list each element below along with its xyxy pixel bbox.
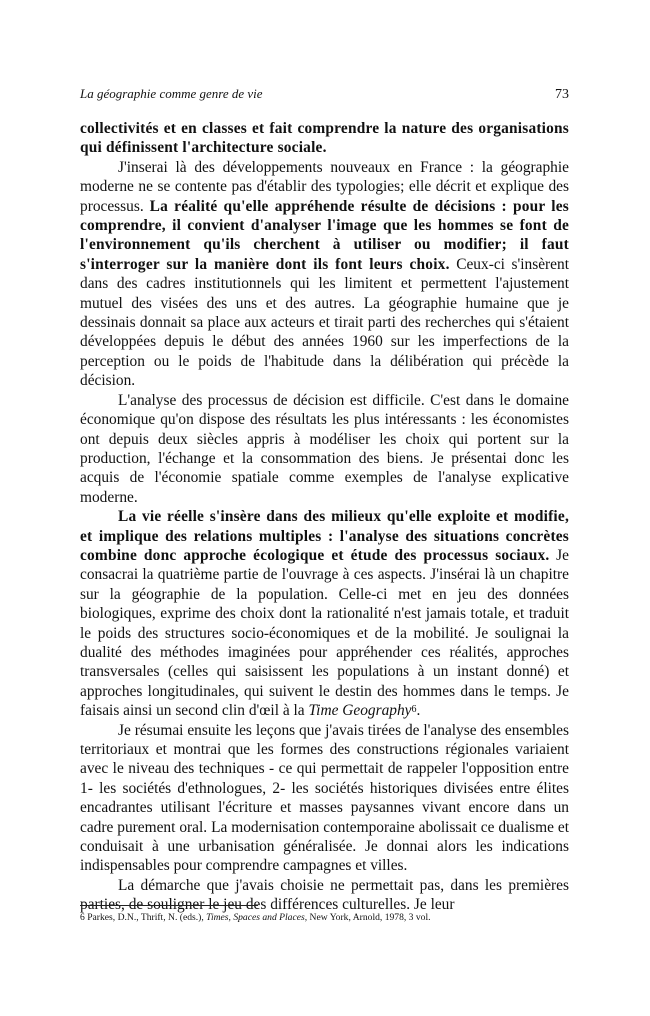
footnote-text-b: New York, Arnold, 1978, 3 vol. — [309, 912, 431, 923]
paragraph-1 — [80, 119, 569, 158]
footnote-reference-6[interactable]: 6 — [411, 704, 417, 716]
paragraph-2-text-b: Ceux-ci s'insèrent dans des cadres institutionnels qui les limitent et permettent l'ajustement mutuel des visées des uns et des autres. La géographie humaine que je dessinais donnait sa place aux acteurs et tirait parti des recherches qui s'étaient développées depuis le début des années 1960 sur les imperfections de la perception ou le poids de l'habitude dans la délibération qui précède la décision. — [80, 255, 569, 390]
bold-passage-2: La réalité qu'elle appréhende résulte de décisions : pour les comprendre, il convient d'analyser l'image que les hommes se font de l'environnement qu'ils cherchent à utiliser ou modifier; il faut s'interroger sur la manière dont ils font leurs choix. — [80, 197, 569, 273]
page-number: 73 — [555, 87, 569, 102]
footnote-6 — [80, 912, 569, 924]
paragraph-3 — [80, 391, 569, 507]
paragraph-6 — [80, 876, 569, 915]
paragraph-4-end: . — [416, 702, 421, 720]
paragraph-5 — [80, 721, 569, 876]
paragraph-2-text-a: J'inserai là des développements nouveaux en France : la géographie moderne ne se contente pas d'établir des typologies; elle décrit et explique des processus. — [80, 158, 569, 215]
footnote-italic-title: Times, Spaces and Places, — [206, 912, 308, 923]
running-title: La géographie comme genre de vie — [80, 86, 263, 101]
paragraph-3-text: L'analyse des processus de décision est difficile. C'est dans le domaine économique qu'on dispose des résultats les plus intéressants : les économistes ont depuis deux siècles appris à modéliser les choix qui portent sur la production, l'échange et la consommation des biens. Je présentai donc les acquis de l'économie spatiale comme exemples de l'analyse explicative moderne. — [80, 391, 569, 506]
bold-passage-1: collectivités et en classes et fait comprendre la nature des organisations qui définissent l'architecture sociale. — [80, 120, 569, 157]
footnote-text-a: 6 Parkes, D.N., Thrift, N. (eds.), — [80, 912, 204, 923]
paragraph-4-text: Je consacrai la quatrième partie de l'ouvrage à ces aspects. J'insérai là un chapitre sur la géographie de la population. Celle-ci met en jeu des données biologiques, exprime des choix dont la rationalité n'est jamais totale, et traduit le poids des structures socio-économiques et de la mobilité. Je soulignai la dualité des méthodes imaginées pour appréhender ces réalités, approches transversales (celles qui saisissent les populations à un instant donné) et approches longitudinales, qui suivent le destin des hommes dans le temps. Je faisais ainsi un second clin d'œil à la — [80, 546, 569, 720]
paragraph-2 — [80, 158, 569, 391]
paragraph-5-text: Je résumai ensuite les leçons que j'avais tirées de l'analyse des ensembles territoriaux et montrai que les formes des constructions régionales variaient avec le niveau des techniques - ce qui permettait de rappeler l'opposition entre 1- les sociétés d'ethnologues, 2- les sociétés historiques divisées entre élites encadrantes utilisant l'écriture et masses paysannes vivant encore dans un cadre purement oral. La modernisation contemporaine abolissait ce dualisme et conduisait à une urbanisation généralisée. Je donnai alors les indications indispensables pour comprendre campagnes et villes. — [80, 721, 569, 875]
bold-passage-3: La vie réelle s'insère dans des milieux qu'elle exploite et modifie, et implique des relations multiples : l'analyse des situations concrètes combine donc approche écologique et étude des processus sociaux. — [80, 508, 569, 564]
paragraph-4 — [80, 507, 569, 720]
paragraph-6-text: La démarche que j'avais choisie ne permettait pas, dans les premières parties, de souligner le jeu des différences culturelles. Je leur — [80, 876, 569, 914]
running-header — [80, 86, 569, 103]
time-geography-italic: Time Geography — [308, 702, 412, 720]
footnote-divider — [80, 905, 258, 906]
body-text — [80, 119, 569, 915]
